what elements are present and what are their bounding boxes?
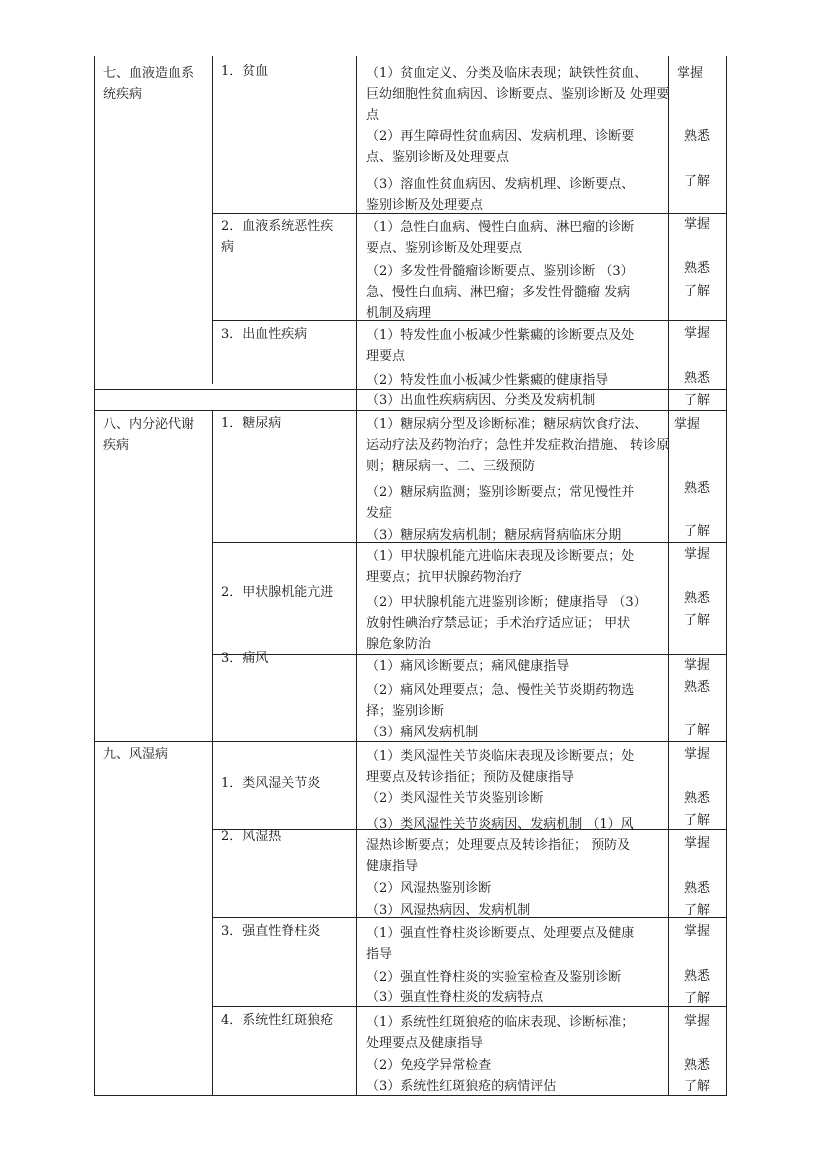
topic-title: 2．风湿热 xyxy=(221,829,282,844)
content-item: （2）多发性骨髓瘤诊断要点、鉴别诊断 （3） 急、慢性白血病、淋巴瘤；多发性骨髓瘤 发病 机制及病理 xyxy=(366,264,634,321)
topic-title: 2．甲状腺机能亢进 xyxy=(221,585,334,600)
content-item: （1）贫血定义、分类及临床表现；缺铁性贫血、 巨幼细胞性贫血病因、诊断要点、鉴别诊断及 处理要 点 xyxy=(366,66,670,123)
table-border-left xyxy=(94,56,95,1096)
content-item: （3）强直性脊柱炎的发病特点 xyxy=(366,990,544,1005)
mastery-level: 掌握 xyxy=(684,547,711,562)
content-item: （1）强直性脊柱炎诊断要点、处理要点及健康 指导 xyxy=(366,926,635,962)
mastery-level: 了解 xyxy=(684,174,711,189)
content-item: （3）痛风发病机制 xyxy=(366,725,479,740)
column-divider-content xyxy=(356,56,357,1096)
topic-title: 1．类风湿关节炎 xyxy=(221,776,321,791)
section-title: 九、风湿病 xyxy=(103,747,169,762)
content-item: （1）系统性红斑狼疮的临床表现、诊断标准； 处理要点及健康指导 xyxy=(366,1015,635,1051)
content-item: （2）特发性血小板减少性紫癜的健康指导 xyxy=(366,373,609,388)
content-item: （3）溶血性贫血病因、发病机理、诊断要点、 鉴别诊断及处理要点 xyxy=(366,177,635,213)
mastery-level: 掌握 xyxy=(684,217,711,232)
mastery-level: 熟悉 xyxy=(684,791,711,806)
mastery-level: 了解 xyxy=(684,284,711,299)
mastery-level: 了解 xyxy=(684,723,711,738)
mastery-level: 熟悉 xyxy=(684,371,711,386)
content-item: （1）痛风诊断要点；痛风健康指导 xyxy=(366,659,570,674)
mastery-level: 了解 xyxy=(684,613,711,628)
mastery-level: 了解 xyxy=(684,991,711,1006)
content-item: （1）特发性血小板减少性紫癜的诊断要点及处 理要点 xyxy=(366,328,635,364)
topic-title: 3．痛风 xyxy=(221,651,269,666)
mastery-level: 了解 xyxy=(684,524,711,539)
topic-title: 3．出血性疾病 xyxy=(221,327,308,342)
section-title: 八、内分泌代谢 疾病 xyxy=(103,417,195,453)
mastery-level: 熟悉 xyxy=(684,969,711,984)
topic-title: 2．血液系统恶性疾 病 xyxy=(221,219,334,255)
content-item: （3）系统性红斑狼疮的病情评估 xyxy=(366,1079,557,1094)
content-item: （3）出血性疾病病因、分类及发病机制 xyxy=(366,393,596,408)
content-item: 湿热诊断要点；处理要点及转诊指征； 预防及 健康指导 xyxy=(366,838,631,874)
content-item: （2）甲状腺机能亢进鉴别诊断；健康指导 （3） 放射性碘治疗禁忌证；手术治疗适应证； 甲状 腺危象防治 xyxy=(366,595,647,652)
content-item: （2）免疫学异常检查 xyxy=(366,1058,492,1073)
mastery-level: 了解 xyxy=(684,393,711,408)
content-item: （3）类风湿性关节炎病因、发病机制 （1）风 xyxy=(366,817,634,832)
mastery-level: 熟悉 xyxy=(684,881,711,896)
mastery-level: 熟悉 xyxy=(684,481,711,496)
content-item: （1）糖尿病分型及诊断标准；糖尿病饮食疗法、 运动疗法及药物治疗；急性并发症救治措施、 转诊原 则；糖尿病一、二、三级预防 xyxy=(366,417,670,474)
mastery-level: 了解 xyxy=(684,813,711,828)
content-item: （2）类风湿性关节炎鉴别诊断 xyxy=(366,791,544,806)
content-item: （2）糖尿病监测；鉴别诊断要点；常见慢性并 发症 xyxy=(366,485,635,521)
mastery-level: 了解 xyxy=(684,903,711,918)
mastery-level: 掌握 xyxy=(684,1014,711,1029)
content-item: （3）风湿热病因、发病机制 xyxy=(366,903,531,918)
mastery-level: 熟悉 xyxy=(684,129,711,144)
column-divider-topic xyxy=(212,56,213,384)
content-item: （1）甲状腺机能亢进临床表现及诊断要点；处 理要点；抗甲状腺药物治疗 xyxy=(366,549,635,585)
mastery-level: 掌握 xyxy=(684,924,711,939)
mastery-level: 熟悉 xyxy=(684,1058,711,1073)
table-border-right xyxy=(726,56,727,1096)
content-item: （2）再生障碍性贫血病因、发病机理、诊断要 点、鉴别诊断及处理要点 xyxy=(366,129,635,165)
topic-title: 1．贫血 xyxy=(221,64,269,79)
mastery-level: 掌握 xyxy=(674,417,701,432)
mastery-level: 掌握 xyxy=(684,658,711,673)
column-divider-level xyxy=(668,56,669,1096)
column-divider-topic xyxy=(212,410,213,1096)
mastery-level: 熟悉 xyxy=(684,591,711,606)
topic-title: 1．糖尿病 xyxy=(221,416,282,431)
mastery-level: 熟悉 xyxy=(684,261,711,276)
content-item: （3）糖尿病发病机制；糖尿病肾病临床分期 xyxy=(366,528,622,543)
section-title: 七、血液造血系 统疾病 xyxy=(103,66,195,102)
mastery-level: 熟悉 xyxy=(684,680,711,695)
topic-title: 3．强直性脊柱炎 xyxy=(221,924,321,939)
content-item: （1）急性白血病、慢性白血病、淋巴瘤的诊断 要点、鉴别诊断及处理要点 xyxy=(366,220,635,256)
mastery-level: 掌握 xyxy=(677,66,704,81)
content-item: （1）类风湿性关节炎临床表现及诊断要点；处 理要点及转诊指征；预防及健康指导 xyxy=(366,749,635,785)
mastery-level: 掌握 xyxy=(684,326,711,341)
content-item: （2）痛风处理要点；急、慢性关节炎期药物选 择；鉴别诊断 xyxy=(366,683,635,719)
content-item: （2）风湿热鉴别诊断 xyxy=(366,881,492,896)
mastery-level: 掌握 xyxy=(684,836,711,851)
topic-title: 4．系统性红斑狼疮 xyxy=(221,1013,334,1028)
mastery-level: 了解 xyxy=(684,1079,711,1094)
content-item: （2）强直性脊柱炎的实验室检查及鉴别诊断 xyxy=(366,970,622,985)
mastery-level: 掌握 xyxy=(684,747,711,762)
